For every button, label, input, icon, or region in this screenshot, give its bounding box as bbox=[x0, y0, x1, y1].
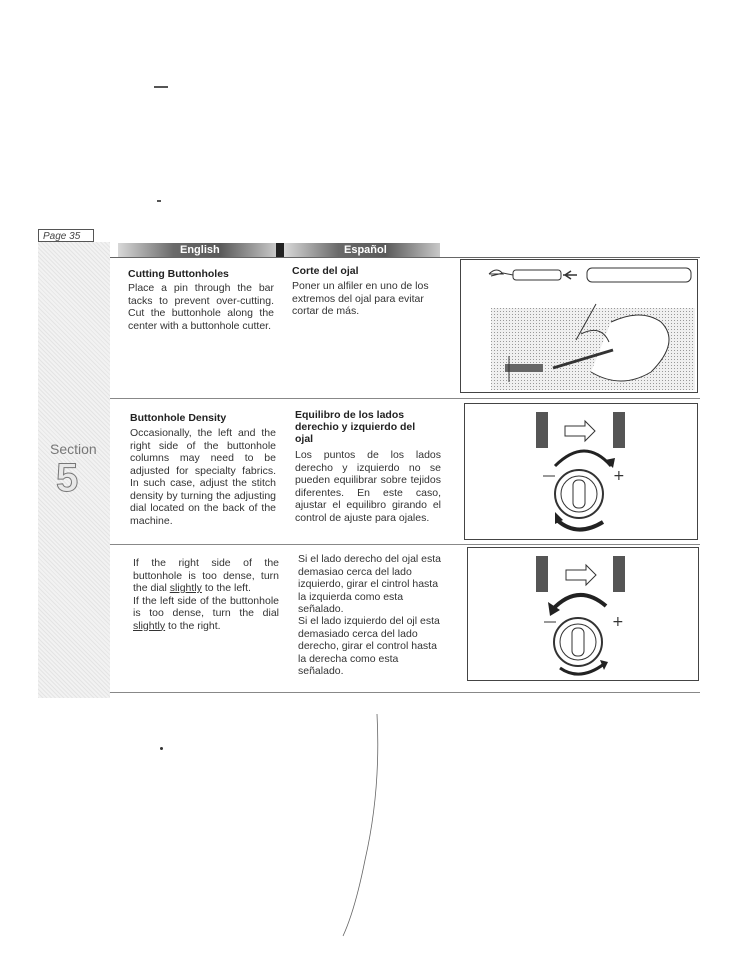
divider-2 bbox=[110, 544, 700, 545]
svg-text:+: + bbox=[613, 468, 625, 484]
adjust-es-body-2: Si el lado izquierdo del ojl esta demasiado cerca del lado derecho, girar el control hasta la derecha como esta señalado. bbox=[298, 615, 440, 677]
density-en-heading: Buttonhole Density bbox=[130, 412, 227, 424]
adjust-en-body bbox=[133, 557, 279, 632]
divider-bottom bbox=[110, 692, 700, 693]
svg-text:+: + bbox=[612, 614, 624, 630]
adjust-en-line1: If the right side of the buttonhole is too dense, turn the dial bbox=[133, 557, 279, 594]
density-en-body: Occasionally, the left and the right side of the buttonhole columns may need to be adjusted for specialty fabrics. In such case, adjust the stitch density by turning the adjusting dial located on the back of the machine. bbox=[130, 427, 276, 527]
header-spanish: Español bbox=[344, 244, 387, 256]
scan-stroke bbox=[335, 710, 385, 940]
buttonhole-cutter-figure bbox=[460, 259, 698, 393]
scan-mark bbox=[154, 86, 168, 88]
adjust-dial-illustration bbox=[468, 548, 698, 680]
adjust-en-line2: If the left side of the buttonhole is too dense, turn the dial bbox=[133, 594, 279, 619]
density-dial-illustration bbox=[465, 404, 697, 539]
page-label: Page 35 bbox=[38, 229, 94, 242]
cutting-es-heading: Corte del ojal bbox=[292, 265, 359, 277]
cutting-en-heading: Cutting Buttonholes bbox=[128, 268, 229, 280]
adjust-en-line1-end: to the left. bbox=[204, 582, 251, 594]
divider-1 bbox=[110, 398, 700, 399]
cutting-en-body: Place a pin through the bar tacks to prevent over-cutting. Cut the buttonhole along the center with a buttonhole cutter. bbox=[128, 282, 274, 332]
buttonhole-cutter-illustration bbox=[461, 260, 697, 392]
density-es-heading: Equilibro de los lados derechio y izquierdo del ojal bbox=[295, 409, 416, 445]
adjust-en-slightly-1: slightly bbox=[169, 582, 202, 594]
adjust-es-body-1: Si el lado derecho del ojal esta demasiao cerca del lado izquierdo, girar el cintrol hasta la izquierda como esta señalado. bbox=[298, 553, 442, 615]
section-number: 5 bbox=[56, 456, 79, 500]
scan-mark bbox=[157, 200, 161, 202]
section-word: Section bbox=[50, 441, 97, 457]
adjust-dial-figure bbox=[467, 547, 699, 681]
header-english: English bbox=[180, 244, 220, 256]
density-es-body: Los puntos de los lados derecho y izquierdo no se pueden equilibrar sobre tejidos diferentes. En este caso, ajustar el equilibro girando el control de ajuste para ojales. bbox=[295, 449, 441, 524]
header-english-bar bbox=[118, 243, 276, 257]
header-divider bbox=[276, 243, 284, 257]
scan-speck bbox=[160, 747, 163, 750]
cutting-es-body: Poner un alfiler en uno de los extremos del ojal para evitar cortar de más. bbox=[292, 280, 429, 317]
header-spanish-bar bbox=[284, 243, 440, 257]
top-rule bbox=[110, 257, 700, 258]
adjust-en-line2-end: to the right. bbox=[168, 619, 221, 632]
density-dial-figure bbox=[464, 403, 698, 540]
adjust-en-slightly-2: slightly bbox=[133, 619, 166, 632]
